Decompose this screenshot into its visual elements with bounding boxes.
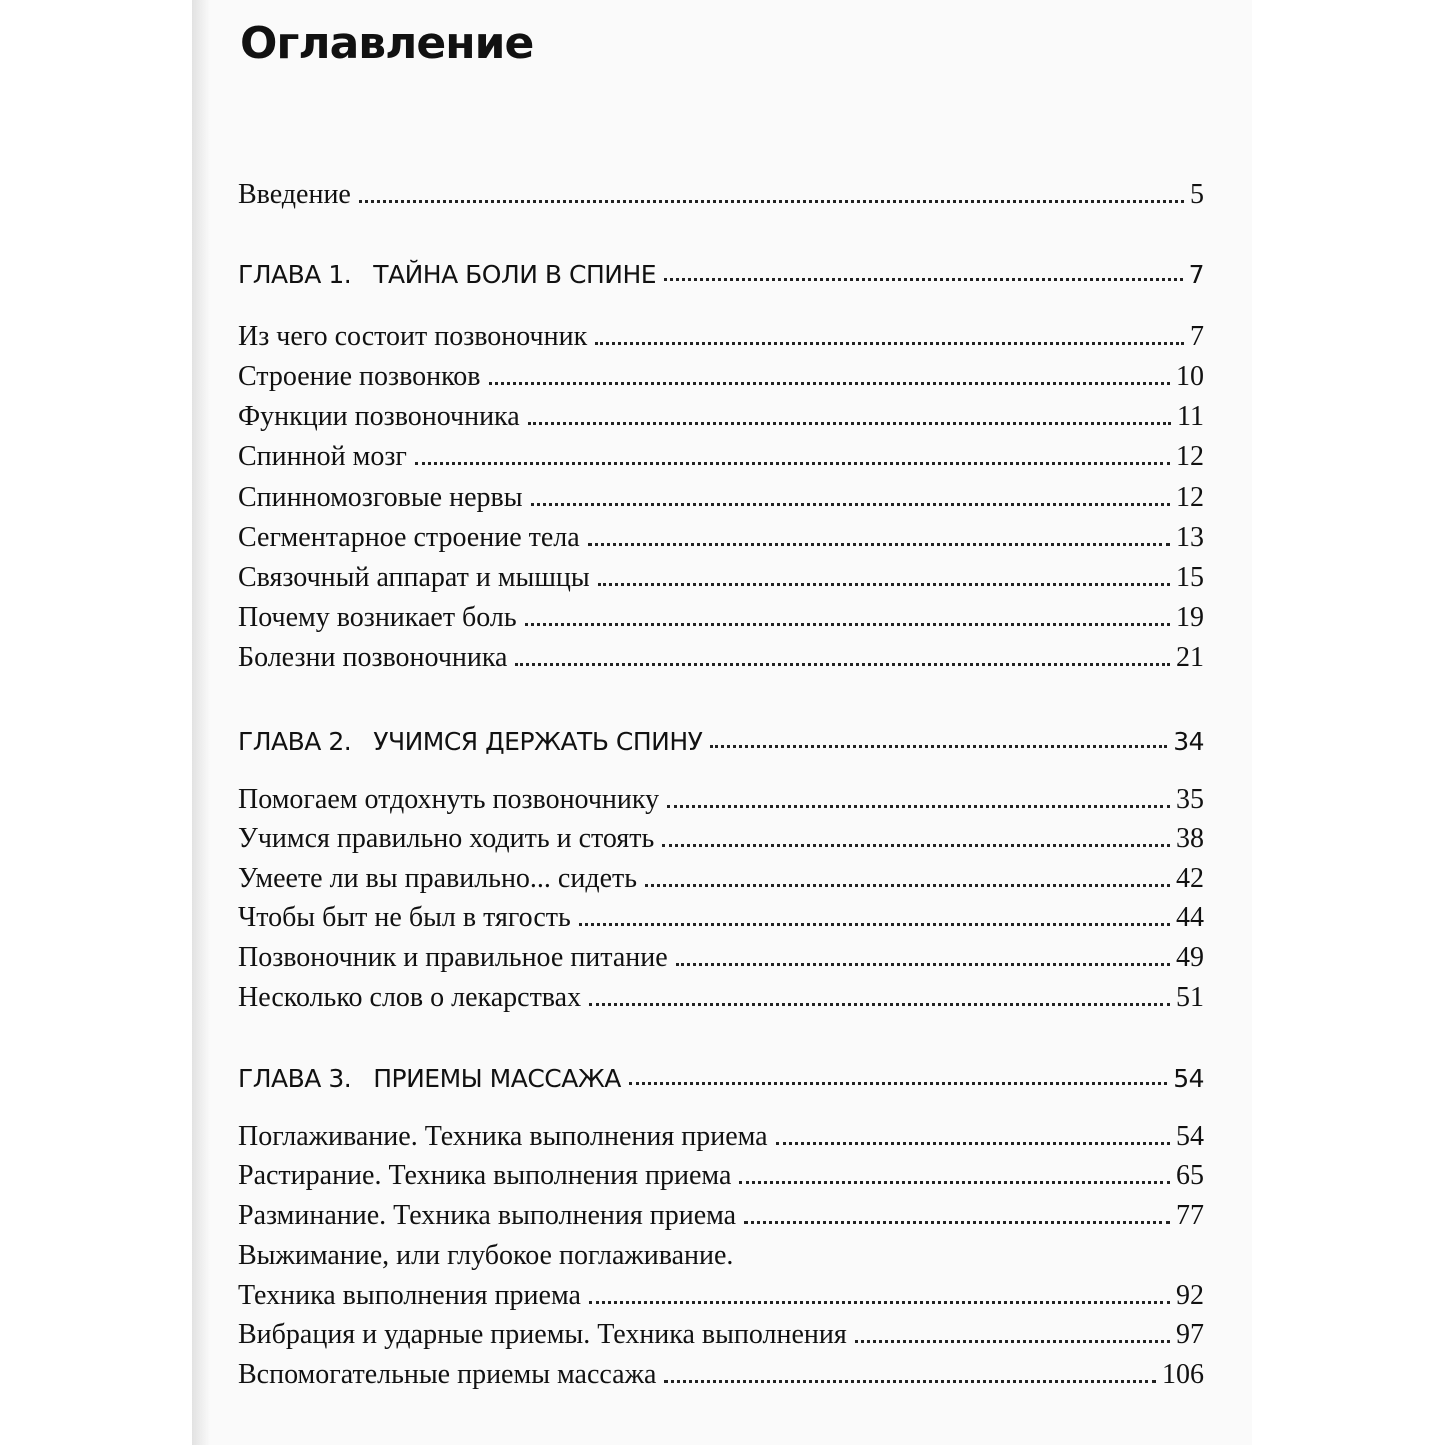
dot-leader [525,623,1170,626]
toc-entry-row [238,357,1204,393]
dot-leader [515,663,1170,666]
dot-leader [415,462,1170,465]
chapter-number: ГЛАВА 2. [238,727,352,756]
toc-entry-row [238,819,1204,855]
page-number: 35 [1176,784,1204,815]
toc-entry-row [238,518,1204,554]
toc-entry-row [238,1355,1204,1391]
page-number: 5 [1190,179,1204,210]
toc-entry-row [238,478,1204,514]
chapter-number: ГЛАВА 3. [238,1064,352,1093]
page-number: 97 [1176,1319,1204,1350]
toc-entry-row [238,1236,1204,1272]
toc-entry-label: Несколько слов о лекарствах [238,982,582,1013]
toc-entry-row [238,938,1204,974]
dot-leader [579,923,1170,926]
page-number: 42 [1176,863,1204,894]
toc-entry-label: Вибрация и ударные приемы. Техника выполнения [238,1319,847,1350]
toc-entry-label: Поглаживание. Техника выполнения приема [238,1121,768,1152]
chapter-heading [238,260,656,289]
book-page [192,0,1252,1445]
toc-entry-row [238,558,1204,594]
toc-entry-row [238,1156,1204,1192]
page-number: 92 [1176,1280,1204,1311]
page-number: 12 [1176,482,1204,513]
toc-entry-label: Строение позвонков [238,361,481,392]
dot-leader [664,1380,1156,1383]
dot-leader [359,200,1184,203]
toc-entry-row [238,317,1204,353]
toc-entry-row [238,1117,1204,1153]
toc-entry-label: Разминание. Техника выполнения приема [238,1200,737,1231]
page-number: 11 [1177,401,1204,432]
toc-entry-label: Введение [238,179,351,210]
page-number: 34 [1173,727,1204,756]
toc-entry-row [238,397,1204,433]
dot-leader [744,1221,1170,1224]
toc-chapter-row [238,720,1204,756]
dot-leader [739,1181,1170,1184]
toc-entry-label: Болезни позвоночника [238,642,508,673]
toc-chapter-row [238,1057,1204,1093]
toc-entry-row [238,1315,1204,1351]
page-number: 54 [1173,1064,1204,1093]
dot-leader [855,1340,1170,1343]
dot-leader [676,963,1170,966]
page-number: 49 [1176,942,1204,973]
toc-entry-row [238,175,1204,211]
page-number: 15 [1176,562,1204,593]
toc-entry-label: Помогаем отдохнуть позвоночнику [238,784,660,815]
toc-entry-label: Из чего состоит позвоночник [238,321,588,352]
page-number: 65 [1176,1160,1204,1191]
toc-entry-label: Связочный аппарат и мышцы [238,562,590,593]
toc-entry-row [238,780,1204,816]
toc-entry-row [238,978,1204,1014]
page-number: 7 [1188,260,1204,289]
page-number: 51 [1176,982,1204,1013]
toc-entry-label: Вспомогательные приемы массажа [238,1359,657,1390]
dot-leader [595,342,1184,345]
toc-entry-row [238,598,1204,634]
page-number: 13 [1176,522,1204,553]
toc-entry-row [238,1196,1204,1232]
dot-leader [662,844,1170,847]
toc-entry-row [238,898,1204,934]
chapter-title: ПРИЕМЫ МАССАЖА [373,1064,621,1093]
page-number: 10 [1176,361,1204,392]
page-number: 106 [1162,1359,1204,1390]
page-number: 38 [1176,823,1204,854]
dot-leader [776,1142,1170,1145]
toc-chapter-row [238,253,1204,289]
toc-entry-label: Умеете ли вы правильно... сидеть [238,863,638,894]
toc-entry-label: Чтобы быт не был в тягость [238,902,571,933]
dot-leader [528,422,1171,425]
toc-entry-label: Выжимание, или глубокое поглаживание. [238,1240,734,1271]
toc-entry-label: Позвоночник и правильное питание [238,942,668,973]
toc-entry-row [238,437,1204,473]
toc-entry-label: Учимся правильно ходить и стоять [238,823,655,854]
dot-leader [589,1301,1170,1304]
page-number: 12 [1176,441,1204,472]
toc-entry-label: Функции позвоночника [238,401,520,432]
toc-entry-label: Спинномозговые нервы [238,482,523,513]
page-number: 44 [1176,902,1204,933]
dot-leader [588,543,1170,546]
dot-leader [531,503,1170,506]
dot-leader [489,382,1170,385]
table-of-contents [192,0,1252,1445]
chapter-heading [238,727,702,756]
dot-leader [629,1082,1167,1085]
chapter-title: ТАЙНА БОЛИ В СПИНЕ [373,260,657,289]
dot-leader [664,278,1183,281]
page-number: 54 [1176,1121,1204,1152]
toc-entry-label: Спинной мозг [238,441,407,472]
dot-leader [598,583,1170,586]
toc-entry-label: Сегментарное строение тела [238,522,580,553]
page-number: 7 [1190,321,1204,352]
toc-entry-label: Растирание. Техника выполнения приема [238,1160,732,1191]
toc-entry-label: Почему возникает боль [238,602,517,633]
page-number: 21 [1176,642,1204,673]
dot-leader [645,884,1170,887]
toc-entry-label: Техника выполнения приема [238,1280,581,1311]
chapter-title: УЧИМСЯ ДЕРЖАТЬ СПИНУ [373,727,703,756]
page-title: Оглавление [240,18,534,69]
chapter-heading [238,1064,621,1093]
dot-leader [589,1003,1170,1006]
page-number: 19 [1176,602,1204,633]
toc-entry-row [238,1276,1204,1312]
chapter-number: ГЛАВА 1. [238,260,352,289]
toc-entry-row [238,638,1204,674]
dot-leader [710,745,1167,748]
dot-leader [667,805,1170,808]
page-number: 77 [1176,1200,1204,1231]
toc-entry-row [238,859,1204,895]
